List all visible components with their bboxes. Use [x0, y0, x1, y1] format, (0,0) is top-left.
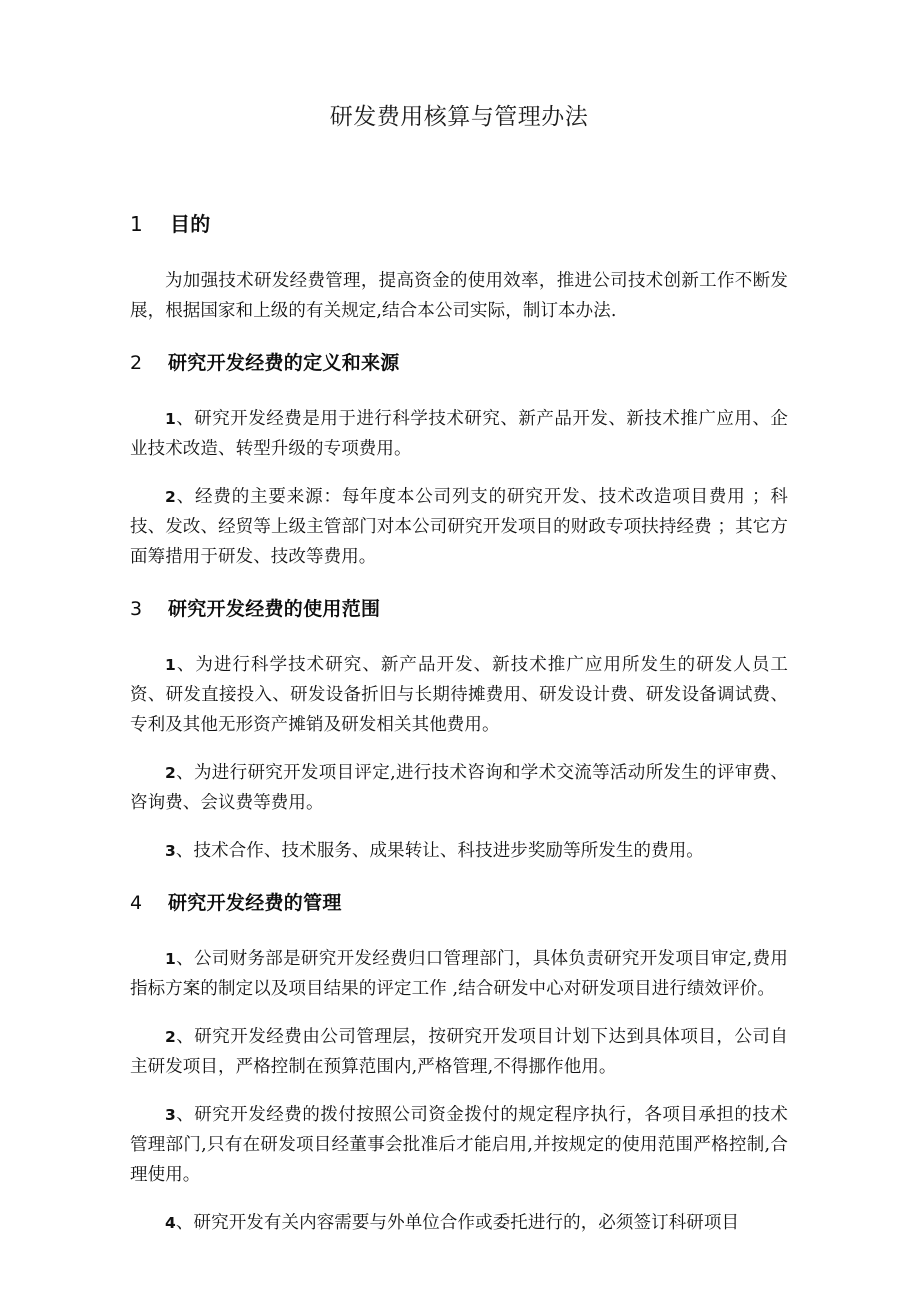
section-heading-2	[130, 350, 788, 376]
section-title-2: 研究开发经费的定义和来源	[168, 352, 400, 374]
spacer	[130, 818, 788, 836]
paragraph	[130, 758, 788, 818]
spacer	[130, 134, 788, 210]
list-marker: 2	[165, 1028, 176, 1046]
spacer	[130, 866, 788, 890]
list-marker: 1	[165, 656, 176, 674]
spacer	[130, 1082, 788, 1100]
list-marker: 1	[165, 410, 176, 428]
section-title-3: 研究开发经费的使用范围	[168, 598, 381, 620]
paragraph-text: 、研究开发有关内容需要与外单位合作或委托进行的，必须签订科研项目	[175, 1213, 740, 1233]
section-heading-1	[130, 210, 788, 238]
list-marker: 4	[165, 1214, 176, 1232]
paragraph	[130, 650, 788, 740]
spacer	[130, 622, 788, 650]
spacer	[130, 1004, 788, 1022]
spacer	[130, 916, 788, 944]
spacer	[130, 572, 788, 596]
paragraph	[130, 944, 788, 1004]
page-title: 研发费用核算与管理办法	[329, 104, 589, 130]
paragraph-text: 、研究开发经费的拨付按照公司资金拨付的规定程序执行，各项目承担的技术管理部门,只有在研发项目经董事会批准后才能启用,并按规定的使用范围严格控制,合理使用。	[130, 1105, 788, 1185]
list-marker: 2	[165, 488, 176, 506]
spacer	[130, 464, 788, 482]
document-body	[130, 0, 788, 1238]
paragraph-text: 、研究开发经费由公司管理层，按研究开发项目计划下达到具体项目，公司自主研发项目，严格控制在预算范围内,严格管理,不得挪作他用。	[130, 1027, 788, 1077]
list-marker: 2	[165, 764, 176, 782]
paragraph	[130, 1100, 788, 1190]
list-marker: 3	[165, 1106, 176, 1124]
paragraph-text: 、公司财务部是研究开发经费归口管理部门，具体负责研究开发项目审定,费用指标方案的制定以及项目结果的评定工作 ,结合研发中心对研发项目进行绩效评价。	[130, 949, 788, 999]
paragraph-text: 、技术合作、技术服务、成果转让、科技进步奖励等所发生的费用。	[175, 841, 704, 861]
section-number-4: 4	[130, 892, 143, 914]
paragraph-text: 、为进行研究开发项目评定,进行技术咨询和学术交流等活动所发生的评审费、咨询费、会议费等费用。	[130, 763, 788, 813]
section-number-3: 3	[130, 598, 143, 620]
paragraph	[130, 1022, 788, 1082]
section-heading-3	[130, 596, 788, 622]
paragraph-text: 、经费的主要来源：每年度本公司列支的研究开发、技术改造项目费用 ；科技、发改、经贸等上级主管部门对本公司研究开发项目的财政专项扶持经费 ；其它方面筹措用于研发、技改等费用。	[130, 487, 788, 567]
list-marker: 1	[165, 950, 176, 968]
paragraph	[130, 836, 788, 866]
paragraph	[130, 404, 788, 464]
list-marker: 3	[165, 842, 176, 860]
section-title-4: 研究开发经费的管理	[168, 892, 342, 914]
spacer	[130, 376, 788, 404]
section-number-1: 1	[130, 212, 143, 236]
spacer	[130, 326, 788, 350]
paragraph: 为加强技术研发经费管理，提高资金的使用效率，推进公司技术创新工作不断发展，根据国家和上级的有关规定,结合本公司实际，制订本办法.	[130, 271, 788, 321]
paragraph-truncated	[130, 1208, 788, 1238]
section-number-2: 2	[130, 352, 143, 374]
paragraph-text: 、研究开发经费是用于进行科学技术研究、新产品开发、新技术推广应用、企业技术改造、转型升级的专项费用。	[130, 409, 788, 459]
paragraph-text: 、为进行科学技术研究、新产品开发、新技术推广应用所发生的研发人员工资、研发直接投入、研发设备折旧与长期待摊费用、研发设计费、研发设备调试费、专利及其他无形资产摊销及研发相关其他费用。	[130, 655, 788, 735]
paragraph	[130, 482, 788, 572]
spacer	[130, 1190, 788, 1208]
spacer	[130, 740, 788, 758]
spacer	[130, 238, 788, 266]
section-title-1: 目的	[170, 212, 211, 236]
section-heading-4	[130, 890, 788, 916]
